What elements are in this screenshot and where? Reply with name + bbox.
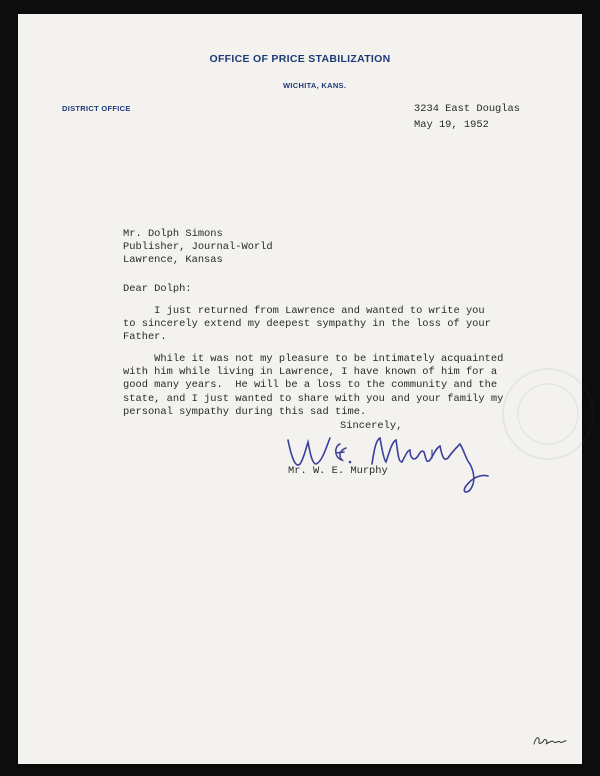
salutation: Dear Dolph: [123,283,192,295]
sender-address [414,101,520,133]
paragraph-2-line: state, and I just wanted to share with you and your family my [123,392,504,405]
paragraph-2 [123,353,504,419]
paragraph-2-line: with him while living in Lawrence, I have known of him for a [123,366,498,379]
paragraph-1-line: to sincerely extend my deepest sympathy in the loss of your [123,318,491,331]
signer-name: Mr. W. E. Murphy [288,465,388,477]
paragraph-2-line: good many years. He will be a loss to the community and the [123,379,498,392]
seal-watermark [498,314,598,514]
handwritten-signature [280,420,510,500]
recipient-title: Publisher, Journal-World [123,241,273,254]
letter-date: May 19, 1952 [414,119,489,131]
paragraph-1 [123,305,491,345]
letterhead-location: WICHITA, KANS. [283,81,347,90]
closing: Sincerely, [340,420,403,432]
handwritten-initials [530,730,570,750]
paragraph-1-line: Father. [123,331,167,344]
street-address: 3234 East Douglas [414,103,521,115]
recipient-name: Mr. Dolph Simons [123,228,223,240]
paragraph-2-line: While it was not my pleasure to be intimately acquainted [123,353,504,365]
recipient-block [123,228,273,268]
letterhead-title: OFFICE OF PRICE STABILIZATION [209,53,391,65]
paragraph-1-line: I just returned from Lawrence and wanted to write you [123,305,485,317]
recipient-city: Lawrence, Kansas [123,254,223,267]
district-office-label: DISTRICT OFFICE [62,104,131,113]
paragraph-2-line: personal sympathy during this sad time. [123,405,367,418]
